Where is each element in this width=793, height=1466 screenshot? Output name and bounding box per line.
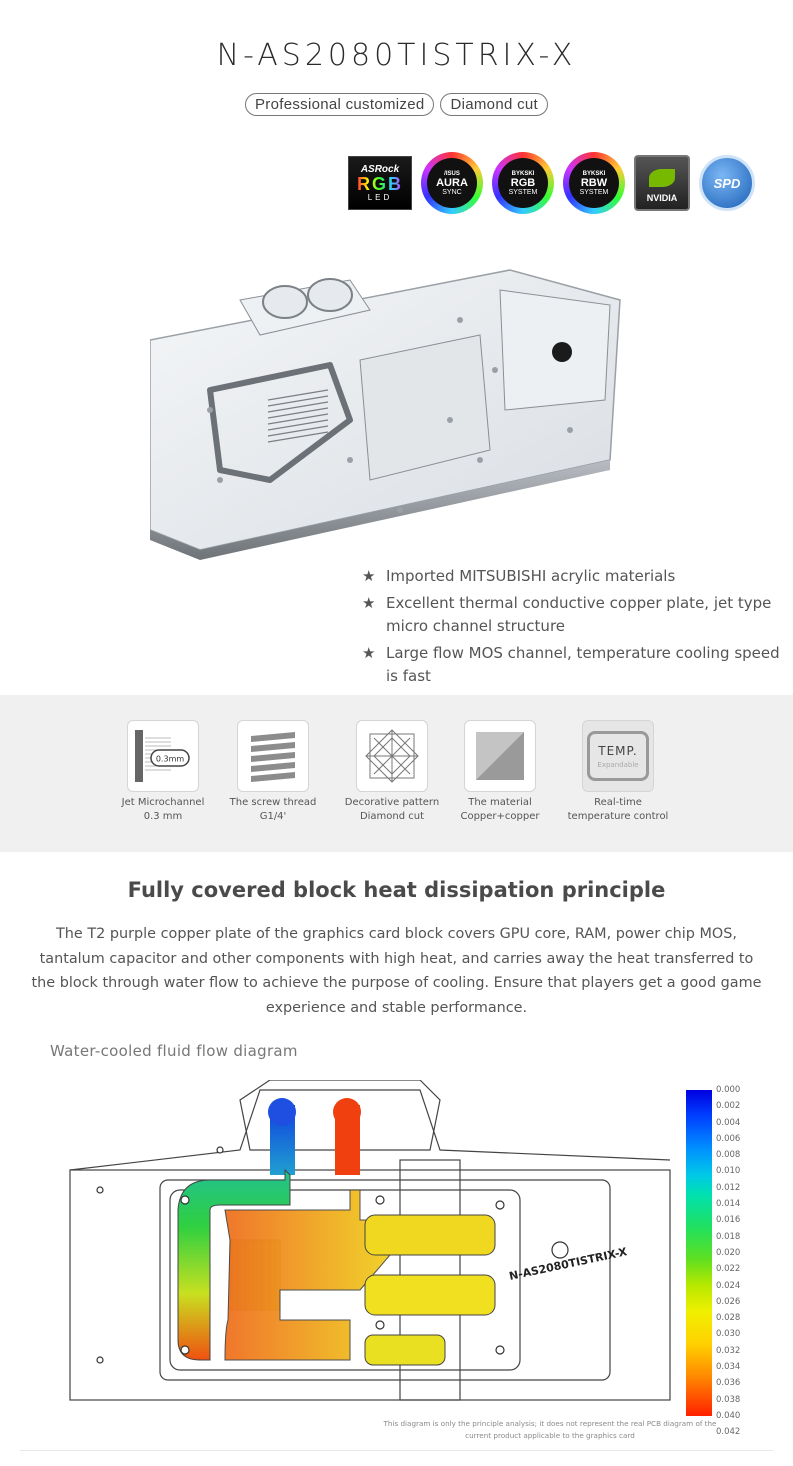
feature-item: ★ Imported MITSUBISHI acrylic materials <box>362 565 782 588</box>
scale-label: 0.032 <box>716 1345 741 1356</box>
scale-label: 0.022 <box>716 1264 741 1275</box>
material-icon <box>470 726 530 786</box>
spec-material: The material Copper+copper <box>440 720 560 824</box>
scale-label: 0.014 <box>716 1199 741 1210</box>
scale-label: 0.016 <box>716 1215 741 1226</box>
scale-label: 0.026 <box>716 1296 741 1307</box>
feature-item: ★ Large flow MOS channel, temperature cooling speed is fast <box>362 642 782 688</box>
divider <box>20 1450 773 1451</box>
scale-label: 0.030 <box>716 1329 741 1340</box>
scale-label: 0.008 <box>716 1150 741 1161</box>
spec-temperature: TEMP. Expandable Real-time temperature control <box>558 720 678 824</box>
scale-label: 0.004 <box>716 1117 741 1128</box>
bykski-rgb-system-logo: BYKSKI RGB SYSTEM <box>492 152 554 214</box>
water-block-product-image <box>150 250 670 570</box>
screw-thread-icon <box>243 726 303 786</box>
scale-label: 0.028 <box>716 1313 741 1324</box>
spec-screw-thread: The screw thread G1/4' <box>213 720 333 824</box>
scale-label: 0.006 <box>716 1133 741 1144</box>
tag-professional: Professional customized <box>245 93 434 116</box>
tag-row <box>0 93 793 116</box>
color-scale-bar <box>686 1090 712 1416</box>
scale-label: 0.018 <box>716 1231 741 1242</box>
scale-label: 0.036 <box>716 1378 741 1389</box>
nvidia-eye-icon <box>649 169 675 187</box>
fluid-flow-diagram <box>60 1080 680 1430</box>
tag-diamond-cut: Diamond cut <box>440 93 548 116</box>
scale-label: 0.040 <box>716 1410 741 1421</box>
star-icon: ★ <box>362 567 376 585</box>
nvidia-logo: NVIDIA <box>634 155 690 211</box>
compatibility-logos <box>348 152 755 214</box>
asrock-rgb-led-logo: ASRock RGB LED <box>348 156 412 210</box>
microchannel-icon <box>131 724 195 788</box>
diamond-pattern-icon <box>362 726 422 786</box>
spec-microchannel: 0.3mm Jet Microchannel 0.3 mm <box>103 720 223 824</box>
scale-label: 0.010 <box>716 1166 741 1177</box>
spd-logo: SPD <box>699 155 755 211</box>
temperature-icon: TEMP. Expandable <box>587 731 649 781</box>
star-icon: ★ <box>362 644 376 662</box>
svg-text:0.3mm: 0.3mm <box>155 754 185 764</box>
scale-label: 0.012 <box>716 1182 741 1193</box>
scale-label: 0.038 <box>716 1394 741 1405</box>
scale-label: 0.034 <box>716 1362 741 1373</box>
asus-aura-sync-logo: /ISUS AURA SYNC <box>421 152 483 214</box>
section-heading: Fully covered block heat dissipation principle <box>127 878 666 902</box>
section-body: The T2 purple copper plate of the graphics card block covers GPU core, RAM, power chip MOS, tantalum capacitor and other components with high heat, and carries away the heat transferred to the block through water flow to achieve the purpose of cooling. Ensure that players get a good game experience and stable performance. <box>31 926 762 1016</box>
diagram-title: Water-cooled fluid flow diagram <box>50 1042 298 1060</box>
scale-label: 0.020 <box>716 1247 741 1258</box>
color-scale-labels <box>716 1085 740 1444</box>
scale-label: 0.002 <box>716 1101 741 1112</box>
feature-list <box>362 565 782 692</box>
bykski-rbw-system-logo: BYKSKI RBW SYSTEM <box>563 152 625 214</box>
scale-label: 0.000 <box>716 1085 741 1095</box>
scale-label: 0.024 <box>716 1280 741 1291</box>
scale-label: 0.042 <box>716 1427 741 1438</box>
product-title: N-AS2080TISTRIX-X <box>216 38 577 73</box>
diagram-footnote: This diagram is only the principle analysis; it does not represent the real PCB diagram of the current product applicable to the graphics card <box>383 1419 717 1440</box>
star-icon: ★ <box>362 594 376 612</box>
feature-item: ★ Excellent thermal conductive copper plate, jet type micro channel structure <box>362 592 782 638</box>
spec-diamond-cut: Decorative pattern Diamond cut <box>332 720 452 824</box>
svg-text:N-AS2080TISTRIX-X: N-AS2080TISTRIX-X <box>507 1245 629 1283</box>
spec-band <box>0 695 793 852</box>
